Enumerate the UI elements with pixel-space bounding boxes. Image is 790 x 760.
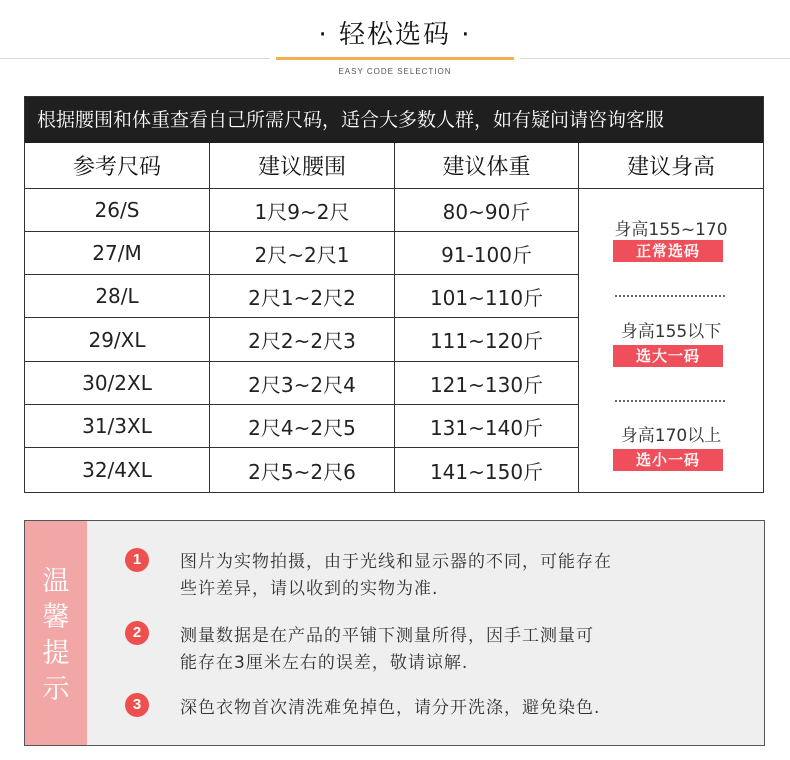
tips-title-char: 示 [42,674,70,705]
tips-box [24,520,765,746]
cell-weight: 111~120斤 [395,318,579,362]
tip-text: 深色衣物首次清洗难免掉色，请分开洗涤，避免染色. [180,698,601,718]
height-range-label: 身高170以上 [620,426,722,446]
page-title: · 轻松选码 · [318,20,472,50]
height-range-label: 身高155~170 [614,220,728,240]
cell-waist: 2尺~2尺1 [210,232,395,275]
cell-waist: 2尺3~2尺4 [210,362,395,405]
tips-title-panel [25,521,87,745]
cell-waist: 2尺4~2尺5 [210,405,395,448]
cell-size: 30/2XL [25,362,210,405]
dotted-divider [615,295,725,297]
header-divider-right [520,58,790,59]
tip-text: 图片为实物拍摄，由于光线和显示器的不同，可能存在 [180,552,612,572]
page-subtitle: EASY CODE SELECTION [338,67,452,76]
number-badge-icon: 3 [125,693,149,717]
size-advice-tag: 正常选码 [613,240,723,262]
cell-size: 29/XL [25,318,210,362]
size-advice-tag: 选小一码 [613,449,723,471]
cell-size: 26/S [25,189,210,232]
column-header-height: 建议身高 [579,143,763,189]
header-divider-left [0,58,270,59]
cell-size: 31/3XL [25,405,210,448]
cell-weight: 141~150斤 [395,448,579,492]
table-banner: 根据腰围和体重查看自己所需尺码，适合大多数人群，如有疑问请咨询客服 [25,97,763,143]
column-header-weight: 建议体重 [395,143,579,189]
cell-weight: 131~140斤 [395,405,579,448]
cell-waist: 1尺9~2尺 [210,189,395,232]
tip-text: 些许差异，请以收到的实物为准. [180,579,439,599]
tip-text: 能存在3厘米左右的误差，敬请谅解. [180,653,469,673]
cell-size: 32/4XL [25,448,210,492]
cell-waist: 2尺2~2尺3 [210,318,395,362]
cell-weight: 101~110斤 [395,275,579,318]
cell-weight: 121~130斤 [395,362,579,405]
cell-size: 28/L [25,275,210,318]
height-range-label: 身高155以下 [620,322,722,342]
tips-title-char: 温 [42,566,70,597]
tip-text: 测量数据是在产品的平铺下测量所得，因手工测量可 [180,626,594,646]
height-advice-column [579,189,763,492]
size-table [24,96,764,493]
cell-size: 27/M [25,232,210,275]
column-header-waist: 建议腰围 [210,143,395,189]
tips-title-char: 馨 [42,602,70,633]
cell-waist: 2尺5~2尺6 [210,448,395,492]
cell-weight: 91-100斤 [395,232,579,275]
column-header-size: 参考尺码 [25,143,210,189]
cell-weight: 80~90斤 [395,189,579,232]
number-badge-icon: 2 [125,621,149,645]
header-accent-bar [276,57,514,60]
cell-waist: 2尺1~2尺2 [210,275,395,318]
dotted-divider [615,400,725,402]
size-advice-tag: 选大一码 [613,345,723,367]
number-badge-icon: 1 [125,548,149,572]
tips-title-char: 提 [42,638,70,669]
